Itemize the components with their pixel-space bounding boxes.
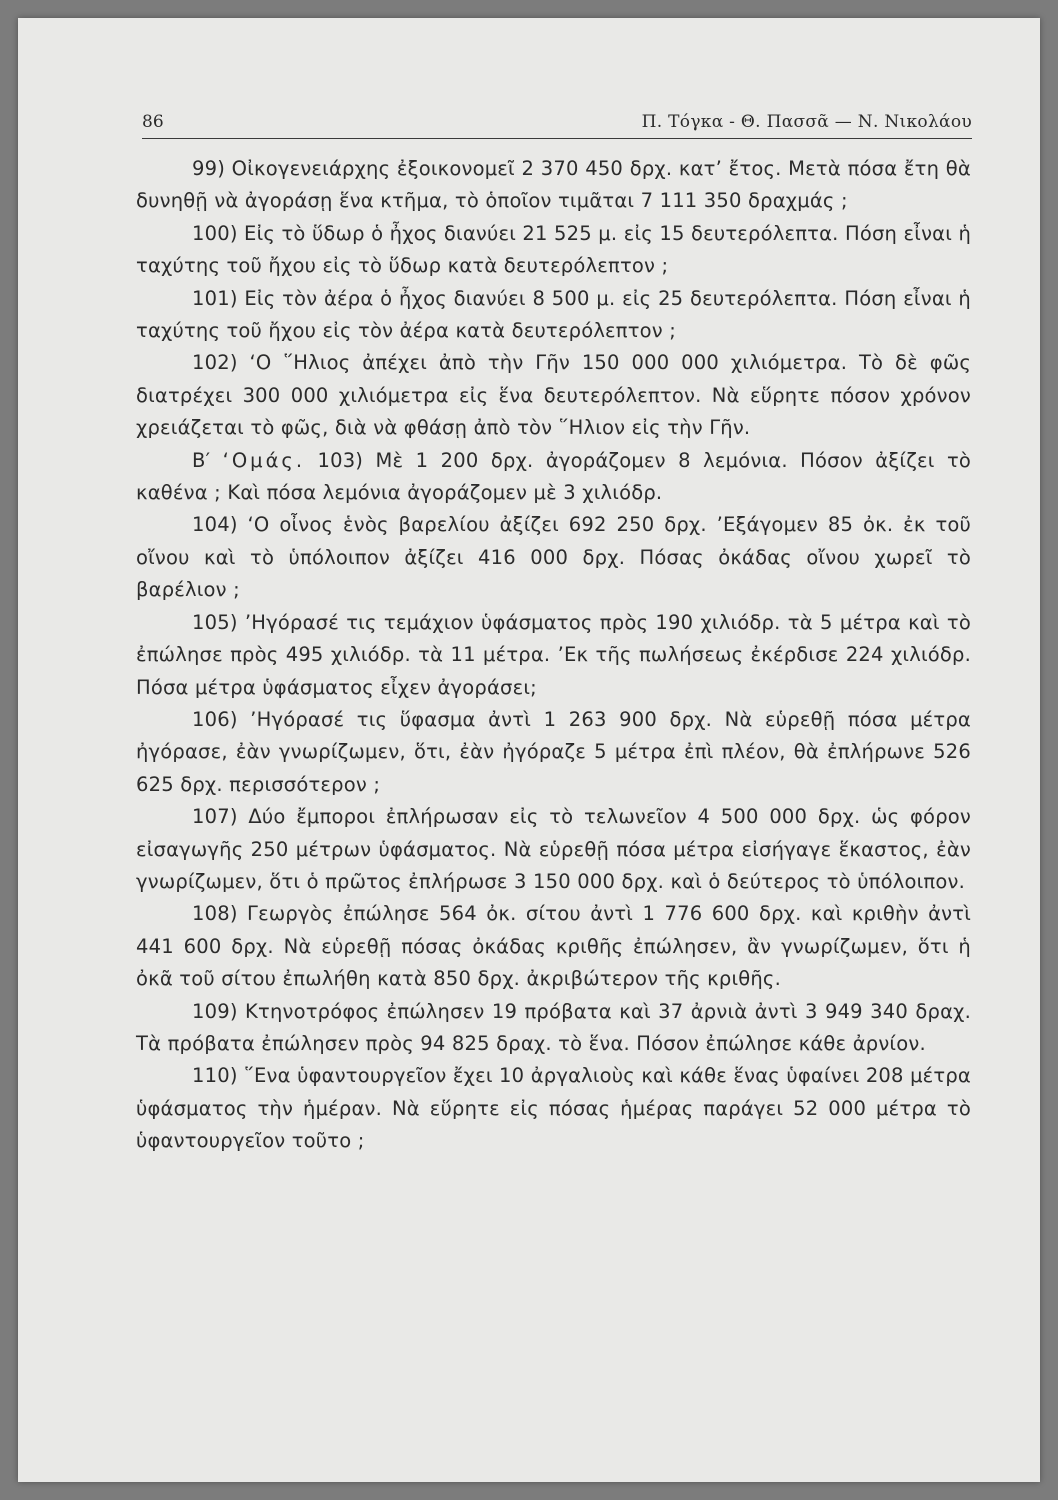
exercise-100: 100) Εἰς τὸ ὕδωρ ὁ ἦχος διανύει 21 525 μ. εἰς 15 δευτερόλεπτα. Πόση εἶναι ἡ ταχύτης τοῦ ἤχου εἰς τὸ ὕδωρ κατὰ δευτερόλεπτον ; bbox=[136, 221, 971, 278]
book-page bbox=[18, 18, 1040, 1482]
exercise-110: 110) ῞Ενα ὑφαντουργεῖον ἔχει 10 ἀργαλιοὺς καὶ κάθε ἕνας ὑφαίνει 208 μέτρα ὑφάσματος τὴν ἡμέραν. Νὰ εὕρητε εἰς πόσας ἡμέρας παράγει 52 000 μέτρα τὸ ὑφαντουργεῖον τοῦτο ; bbox=[136, 1064, 971, 1153]
exercise-107: 107) Δύο ἔμποροι ἐπλήρωσαν εἰς τὸ τελωνεῖον 4 500 000 δρχ. ὡς φόρον εἰσαγωγῆς 250 μέτρων ὑφάσματος. Νὰ εὑρεθῇ πόσα μέτρα εἰσήγαγε ἕκαστος, ἐὰν γνωρίζωμεν, ὅτι ὁ πρῶτος ἐπλήρωσε 3 150 000 δρχ. καὶ ὁ δεύτερος τὸ ὑπόλοιπον. bbox=[136, 805, 971, 893]
exercise-103-text: 103) Μὲ 1 200 δρχ. ἀγοράζομεν 8 λεμόνια. Πόσον ἀξίζει τὸ καθένα ; Καὶ πόσα λεμόνια ἀγοράζομεν μὲ 3 χιλιόδρ. bbox=[136, 448, 972, 505]
page-header bbox=[142, 112, 972, 139]
exercise-99: 99) Οἰκογενειάρχης ἐξοικονομεῖ 2 370 450 δρχ. κατ’ ἔτος. Μετὰ πόσα ἔτη θὰ δυνηθῇ νὰ ἀγοράσῃ ἕνα κτῆμα, τὸ ὁποῖον τιμᾶται 7 111 350 δραχμάς ; bbox=[136, 157, 971, 213]
exercise-101: 101) Εἰς τὸν ἀέρα ὁ ἦχος διανύει 8 500 μ. εἰς 25 δευτερόλεπτα. Πόση εἶναι ἡ ταχύτης τοῦ ἤχου εἰς τὸν ἀέρα κατὰ δευτερόλεπτον ; bbox=[136, 286, 971, 343]
exercise-103 bbox=[136, 445, 971, 510]
exercise-102: 102) ‘Ο ῞Ηλιος ἀπέχει ἀπὸ τὴν Γῆν 150 000 000 χιλιόμετρα. Τὸ δὲ φῶς διατρέχει 300 000 χιλιόμετρα εἰς ἕνα δευτερόλεπτον. Νὰ εὕρητε πόσον χρόνον χρειάζεται τὸ φῶς, διὰ νὰ φθάσῃ ἀπὸ τὸν ῞Ηλιον εἰς τὴν Γῆν. bbox=[136, 351, 971, 440]
running-title: Π. Τόγκα - Θ. Πασσᾶ — Ν. Νικολάου bbox=[641, 112, 972, 132]
exercise-108: 108) Γεωργὸς ἐπώλησε 564 ὀκ. σίτου ἀντὶ 1 776 600 δρχ. καὶ κριθὴν ἀντὶ 441 600 δρχ. Νὰ εὑρεθῇ πόσας ὀκάδας κριθῆς ἐπώλησεν, ἂν γνωρίζωμεν, ὅτι ἡ ὀκᾶ τοῦ σίτου ἐπωλήθη κατὰ 850 δρχ. ἀκριβώτερον τῆς κριθῆς. bbox=[136, 902, 971, 991]
exercise-109: 109) Κτηνοτρόφος ἐπώλησεν 19 πρόβατα καὶ 37 ἀρνιὰ ἀντὶ 3 949 340 δραχ. Τὰ πρόβατα ἐπώλησεν πρὸς 94 825 δραχ. τὸ ἕνα. Πόσον ἐπώλησε κάθε ἀρνίον. bbox=[136, 999, 971, 1055]
page-number: 86 bbox=[142, 112, 164, 132]
exercise-104: 104) ‘Ο οἶνος ἑνὸς βαρελίου ἀξίζει 692 250 δρχ. ’Εξάγομεν 85 ὀκ. ἐκ τοῦ οἴνου καὶ τὸ ὑπόλοιπον ἀξίζει 416 000 δρχ. Πόσας ὀκάδας οἴνου χωρεῖ τὸ βαρέλιον ; bbox=[136, 513, 971, 602]
exercise-text bbox=[136, 153, 971, 1158]
group-b-label: ‘Ομάς. bbox=[222, 448, 306, 472]
exercise-105: 105) ’Ηγόρασέ τις τεμάχιον ὑφάσματος πρὸς 190 χιλιόδρ. τὰ 5 μέτρα καὶ τὸ ἐπώλησε πρὸς 495 χιλιόδρ. τὰ 11 μέτρα. ’Εκ τῆς πωλήσεως ἐκέρδισε 224 χιλιόδρ. Πόσα μέτρα ὑφάσματος εἶχεν ἀγοράσει; bbox=[136, 610, 971, 699]
exercise-106: 106) ’Ηγόρασέ τις ὕφασμα ἀντὶ 1 263 900 δρχ. Νὰ εὑρεθῇ πόσα μέτρα ἠγόρασε, ἐὰν γνωρίζωμεν, ὅτι, ἐὰν ἠγόραζε 5 μέτρα ἐπὶ πλέον, θὰ ἐπλήρωνε 526 625 δρχ. περισσότερον ; bbox=[136, 707, 971, 796]
group-b-prefix: Β′ bbox=[192, 448, 211, 472]
